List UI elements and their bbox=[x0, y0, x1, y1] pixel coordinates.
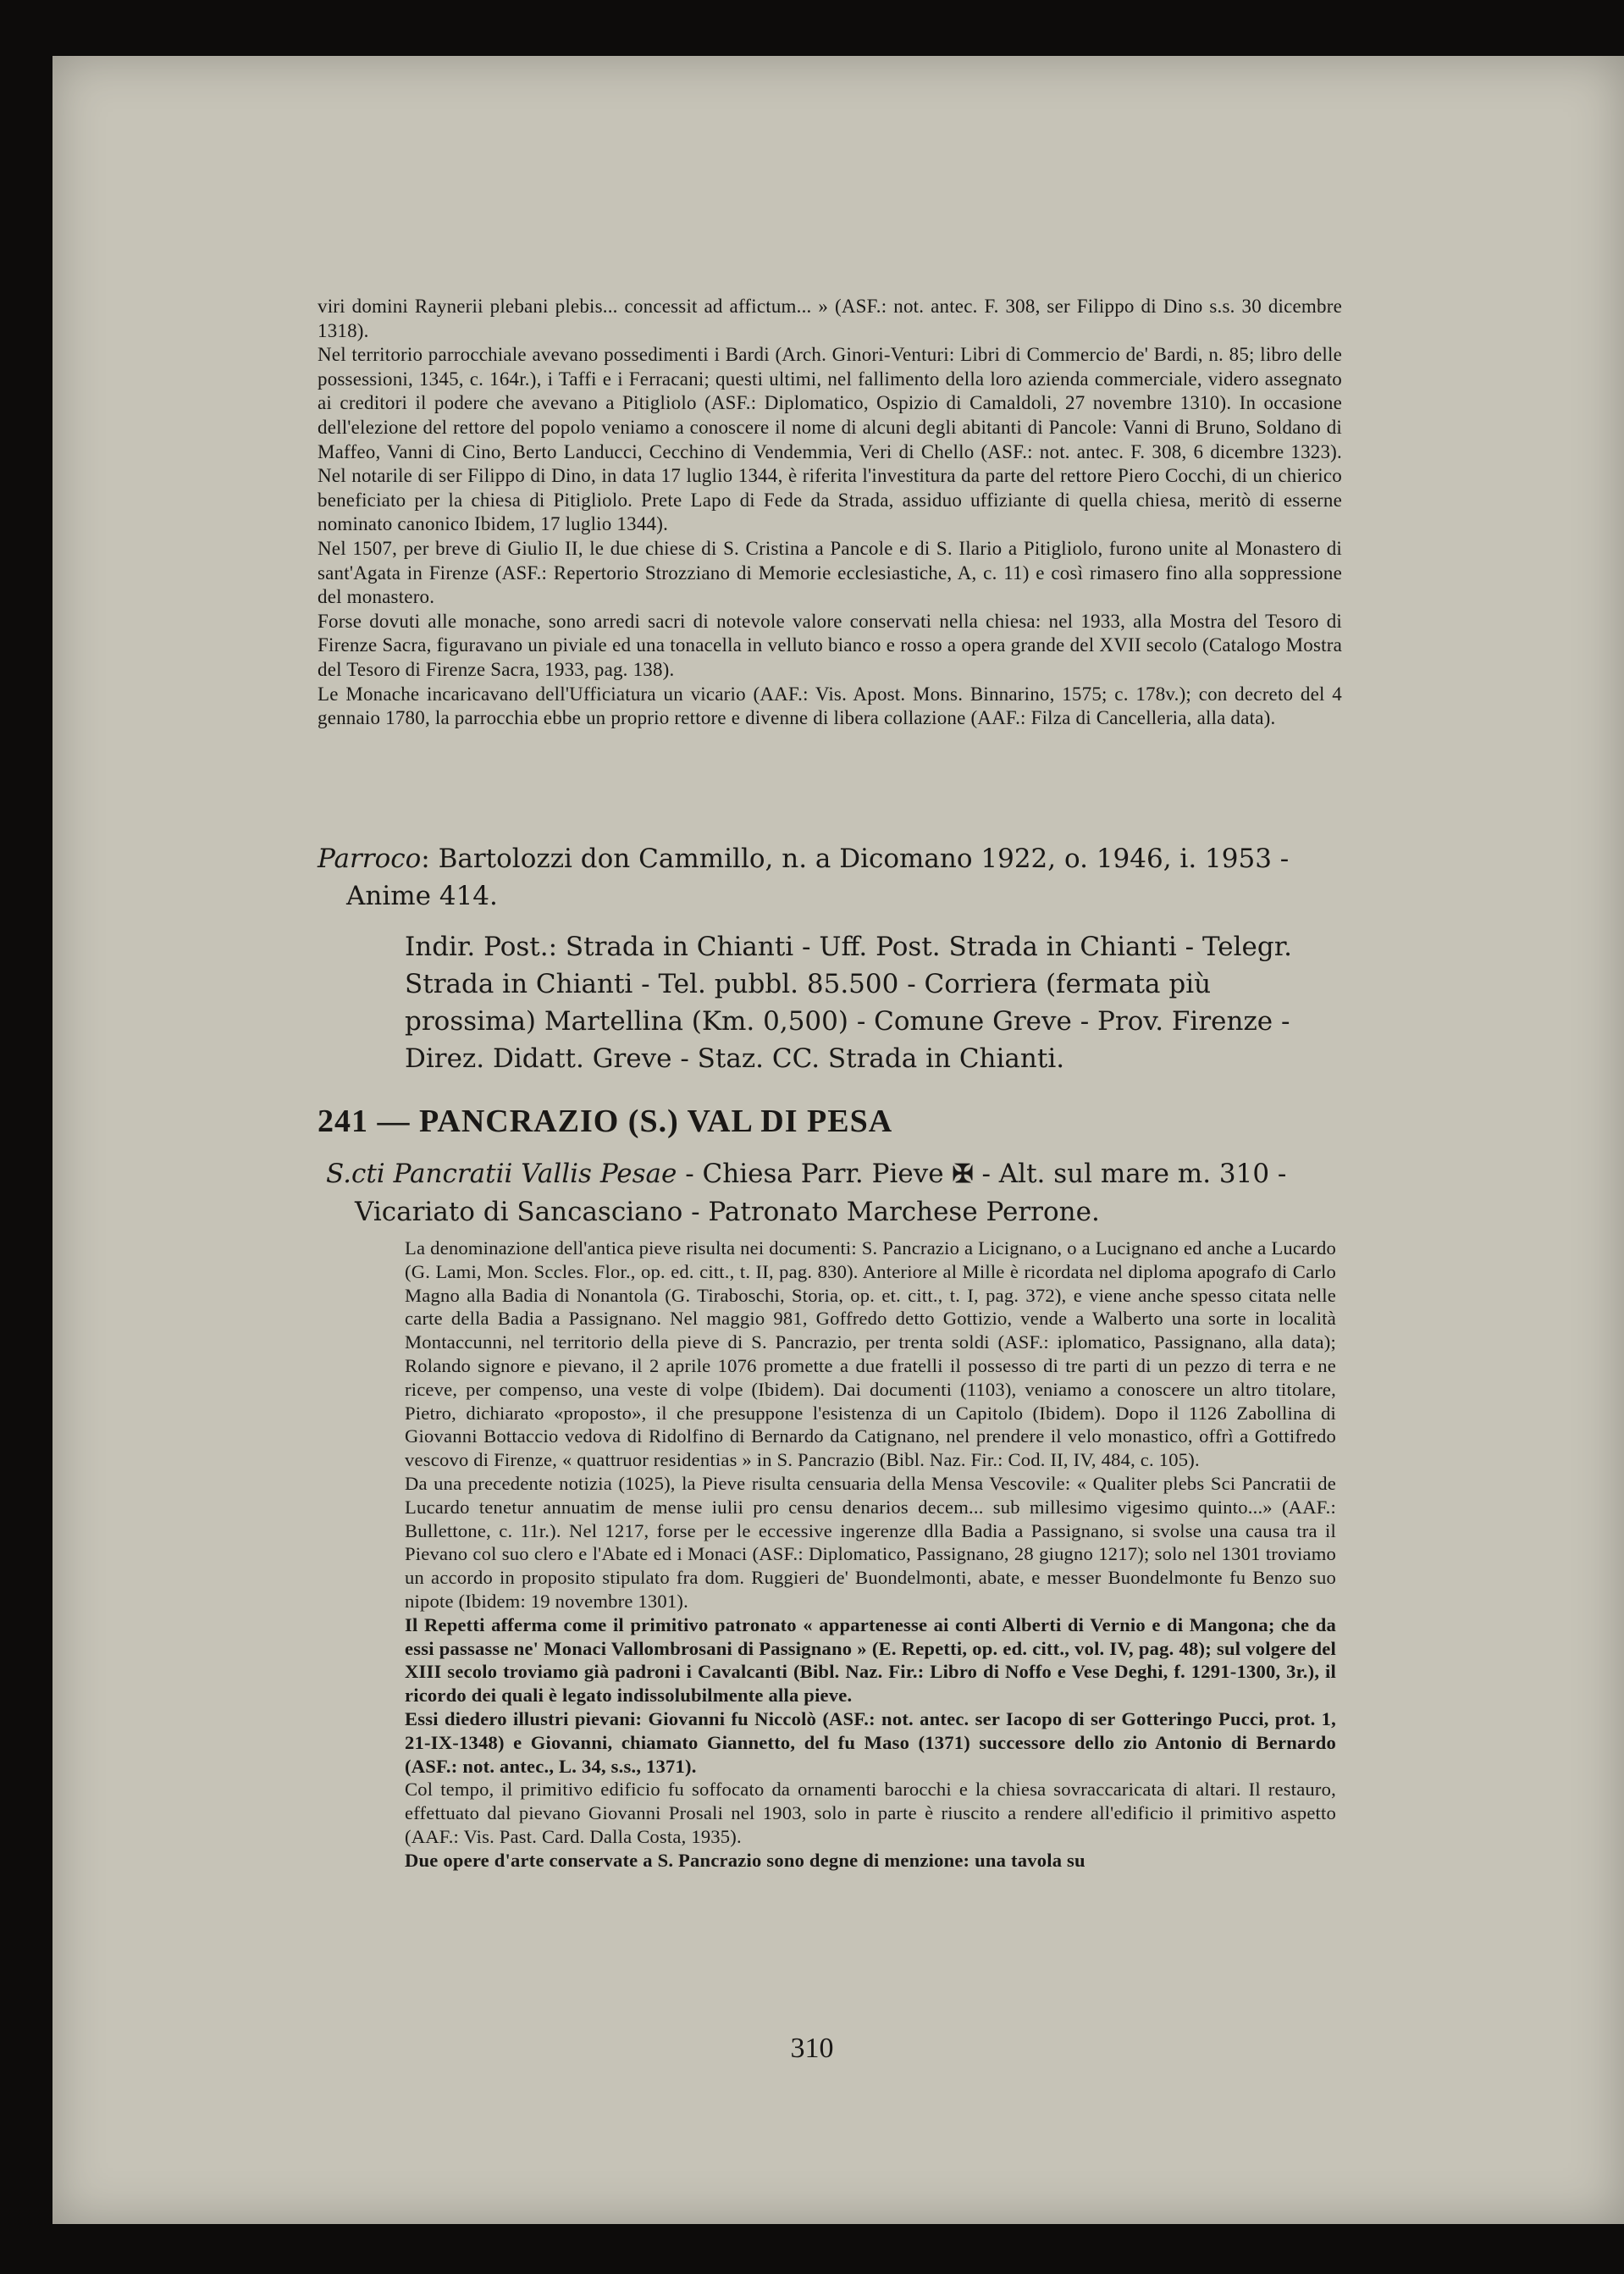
entry-type: - Chiesa Parr. Pieve bbox=[677, 1159, 953, 1189]
note-paragraph: La denominazione dell'antica pieve risulta nei documenti: S. Pancrazio a Licignano, o a Lucignano ed anche a Lucardo (G. Lami, Mon. Sccles. Flor., op. ed. citt., t. II, pag. 830). Anteriore al Mille è ricordata nel diploma apografo di Carlo Magno alla Badia di Nonantola (G. Tiraboschi, Storia, op. et. citt., t. I, pag. 372), e viene anche spesso citata nelle carte della Badia a Passignano. Nel maggio 981, Goffredo detto Gottizio, vende a Walberto una sorte in località Montaccunni, nel territorio della pieve di S. Pancrazio, per trenta soldi (ASF.: iplomatico, Passignano, alla data); Rolando signore e pievano, il 2 aprile 1076 promette a due fratelli il possesso di tre parti di un pezzo di terra e ne riceve, per compenso, una veste di volpe (Ibidem). Dai documenti (1103), veniamo a conoscere un altro titolare, Pietro, dichiarato «proposto», il che presuppone l'esistenza di un Capitolo (Ibidem). Dopo il 1126 Zabollina di Giovanni Bottaccio vedova di Ridolfino di Bernardo da Catignano, nel prendere il velo monastico, offrì a Gottifredo vescovo di Firenze, « quattruor residentias » in S. Pancrazio (Bibl. Naz. Fir.: Cod. II, IV, 484, c. 105). bbox=[405, 1237, 1336, 1471]
entry-header bbox=[326, 1155, 1346, 1231]
page-number: 310 bbox=[790, 2033, 834, 2064]
note-paragraph: Le Monache incaricavano dell'Ufficiatura un vicario (AAF.: Vis. Apost. Mons. Binnarino, 1575; c. 178v.); con decreto del 4 gennaio 1780, la parrocchia ebbe un proprio rettore e divenne di libera collazione (AAF.: Filza di Cancelleria, alla data). bbox=[318, 683, 1342, 729]
note-paragraph: Col tempo, il primitivo edificio fu soffocato da ornamenti barocchi e la chiesa sovraccaricata di altari. Il restauro, effettuato dal pievano Giovanni Prosali nel 1903, solo in parte è riuscito a rendere all'edificio il primitivo aspetto (AAF.: Vis. Past. Card. Dalla Costa, 1935). bbox=[405, 1779, 1336, 1847]
note-paragraph: Essi diedero illustri pievani: Giovanni fu Niccolò (ASF.: not. antec. ser Iacopo di ser Gotteringo Pucci, prot. 1, 21-IX-1348) e Giovanni, chiamato Giannetto, del fu Maso (1371) successore dello zio Antonio di Bernardo (ASF.: not. antec., L. 34, s.s., 1371). bbox=[405, 1707, 1336, 1777]
address-block bbox=[405, 928, 1336, 1077]
note-paragraph: Nel territorio parrocchiale avevano possedimenti i Bardi (Arch. Ginori-Venturi: Libri di Commercio de' Bardi, n. 85; libro delle possessioni, 1345, c. 164r.), i Taffi e i Ferracani; questi ultimi, nel fallimento della loro azienda commerciale, videro assegnato ai creditori il podere che avevano a Pitigliolo (ASF.: Diplomatico, Ospizio di Camaldoli, 27 novembre 1310). In occasione dell'elezione del rettore del popolo veniamo a conoscere il nome di alcuni degli abitanti di Pancole: Vanni di Bruno, Soldano di Maffeo, Vanni di Cino, Berto Landucci, Cecchino di Vendemmia, Veri di Chello (ASF.: not. antec. F. 308, 6 dicembre 1323). Nel notarile di ser Filippo di Dino, in data 17 luglio 1344, è riferita l'investitura da parte del rettore Piero Cocchi, di un chierico beneficiato per la chiesa di Pitigliolo. Prete Lapo di Fede da Strada, assiduo uffiziante di quella chiesa, meritò di esserne nominato canonico Ibidem, 17 luglio 1344). bbox=[318, 344, 1342, 535]
note-paragraph: Forse dovuti alle monache, sono arredi sacri di notevole valore conservati nella chiesa: nel 1933, alla Mostra del Tesoro di Firenze Sacra, figuravano un piviale ed una tonacella in velluto bianco e rosso a opera grande del XVII secolo (Catalogo Mostra del Tesoro di Firenze Sacra, 1933, pag. 138). bbox=[318, 610, 1342, 680]
entry-heading-block bbox=[318, 1103, 1342, 1140]
top-notes-block bbox=[318, 295, 1342, 731]
note-paragraph: viri domini Raynerii plebani plebis... concessit ad affictum... » (ASF.: not. antec. F. 308, ser Filippo di Dino s.s. 30 dicembre 1318). bbox=[318, 296, 1342, 341]
postal-address: Indir. Post.: Strada in Chianti - Uff. Post. Strada in Chianti - Telegr. Strada in Chianti - Tel. pubbl. 85.500 - Corriera (fermata più prossima) Martellina (Km. 0,500) - Comune Greve - Prov. Firenze - Direz. Didatt. Greve - Staz. CC. Strada in Chianti. bbox=[405, 932, 1292, 1074]
parroco-block bbox=[318, 840, 1346, 915]
parroco-label: Parroco bbox=[318, 844, 422, 874]
entry-latin-name: S.cti Pancratii Vallis Pesae bbox=[326, 1159, 677, 1189]
entry-heading: 241 — PANCRAZIO (S.) VAL DI PESA bbox=[318, 1104, 893, 1139]
entry-description bbox=[326, 1155, 1346, 1231]
parroco-text: : Bartolozzi don Cammillo, n. a Dicomano 1922, o. 1946, i. 1953 - Anime 414. bbox=[346, 844, 1290, 911]
note-paragraph: Due opere d'arte conservate a S. Pancrazio sono degne di menzione: una tavola su bbox=[405, 1849, 1085, 1871]
entry-details: - Alt. sul mare m. 310 - Vicariato di Sancasciano - Patronato Marchese Perrone. bbox=[355, 1159, 1287, 1227]
note-paragraph: Il Repetti afferma come il primitivo patronato « appartenesse ai conti Alberti di Vernio e di Mangona; che da essi passasse ne' Monaci Vallombrosani di Passignano » (E. Repetti, op. ed. citt., vol. IV, pag. 48); sul volgere del XIII secolo troviamo già padroni i Cavalcanti (Bibl. Naz. Fir.: Libro di Noffo e Vese Deghi, f. 1291-1300, 3r.), il ricordo dei quali è legato indissolubilmente alla pieve. bbox=[405, 1613, 1336, 1707]
pieve-cross-icon: ✠ bbox=[952, 1159, 974, 1189]
bottom-notes-block bbox=[405, 1237, 1336, 1873]
note-paragraph: Nel 1507, per breve di Giulio II, le due chiese di S. Cristina a Pancole e di S. Ilario a Pitigliolo, furono unite al Monastero di sant'Agata in Firenze (ASF.: Repertorio Strozziano di Memorie ecclesiastiche, A, c. 11) e così rimasero fino alla soppressione del monastero. bbox=[318, 537, 1342, 608]
note-paragraph: Da una precedente notizia (1025), la Pieve risulta censuaria della Mensa Vescovile: « Qualiter plebs Sci Pancratii de Lucardo tenetur annuatim de mense iulii pro censu denarios decem... sub millesimo vigesimo quinto...» (AAF.: Bullettone, c. 11r.). Nel 1217, forse per le eccessive ingerenze dlla Badia a Passignano, si svolse una causa tra il Pievano col suo clero e l'Abate ed i Monaci (ASF.: Diplomatico, Passignano, 28 giugno 1217); solo nel 1301 troviamo un accordo in proposito stipulato fra dom. Ruggieri de' Buondelmonti, abate, e messer Buondelmonte fu Benzo suo nipote (Ibidem: 19 novembre 1301). bbox=[405, 1472, 1336, 1612]
parroco-line bbox=[318, 840, 1346, 915]
